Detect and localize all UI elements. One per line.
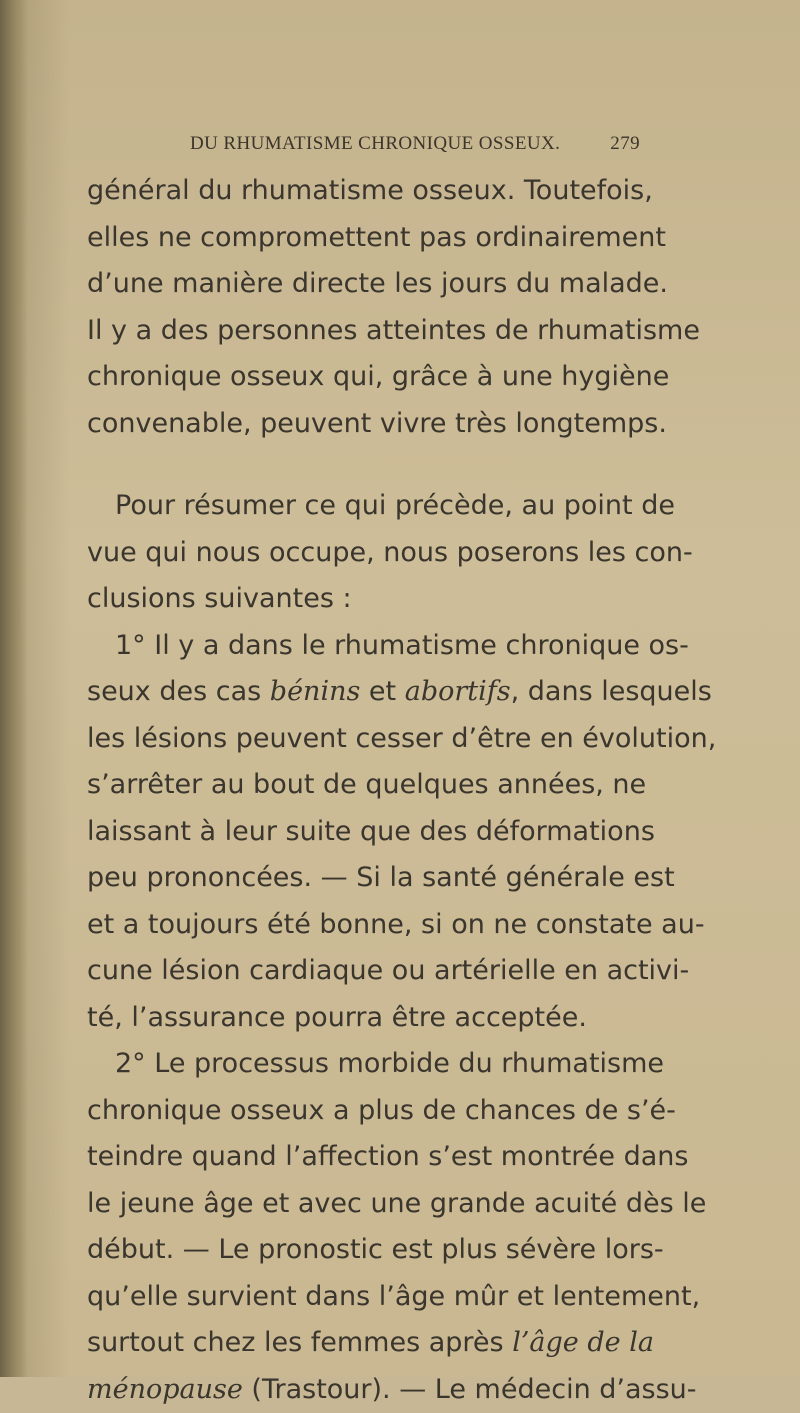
text-line: 2° Le processus morbide du rhumatisme — [87, 1041, 642, 1088]
text-line: chronique osseux qui, grâce à une hygiène — [87, 354, 642, 401]
italic-term-benins: bénins — [270, 676, 361, 707]
text-line-with-italics — [87, 1367, 642, 1413]
text-line-with-italics — [87, 669, 642, 716]
conclusion-2 — [87, 1041, 642, 1413]
text-line: vue qui nous occupe, nous poserons les con- — [87, 530, 642, 577]
paragraph-2 — [87, 483, 642, 623]
page-number: 279 — [610, 133, 640, 155]
text-line: chronique osseux a plus de chances de s’é- — [87, 1088, 642, 1135]
text-run: (Trastour). — Le médecin d’assu- — [243, 1374, 697, 1405]
text-line: peu prononcées. — Si la santé générale est — [87, 855, 642, 902]
text-line: Pour résumer ce qui précède, au point de — [87, 483, 642, 530]
text-line: qu’elle survient dans l’âge mûr et lentement, — [87, 1274, 642, 1321]
text-line: 1° Il y a dans le rhumatisme chronique os- — [87, 623, 642, 670]
text-line: s’arrêter au bout de quelques années, ne — [87, 762, 642, 809]
text-run: surtout chez les femmes après — [87, 1327, 512, 1358]
text-run: , dans lesquels — [511, 676, 712, 707]
text-line: té, l’assurance pourra être acceptée. — [87, 995, 642, 1042]
text-run: et — [360, 676, 404, 707]
text-line: teindre quand l’affection s’est montrée dans — [87, 1134, 642, 1181]
conclusion-1 — [87, 623, 642, 1042]
text-line: d’une manière directe les jours du malade. — [87, 261, 642, 308]
text-line: et a toujours été bonne, si on ne constate au- — [87, 902, 642, 949]
text-line: Il y a des personnes atteintes de rhumatisme — [87, 308, 642, 355]
text-line-with-italics — [87, 1320, 642, 1367]
paragraph-gap — [87, 447, 642, 483]
text-line: convenable, peuvent vivre très longtemps. — [87, 401, 642, 448]
text-line: le jeune âge et avec une grande acuité dès le — [87, 1181, 642, 1228]
text-line: laissant à leur suite que des déformations — [87, 809, 642, 856]
text-line: cune lésion cardiaque ou artérielle en activi- — [87, 948, 642, 995]
text-line: clusions suivantes : — [87, 576, 642, 623]
italic-term-menopause: ménopause — [87, 1374, 243, 1405]
italic-term-abortifs: abortifs — [405, 676, 511, 707]
body-text — [87, 168, 642, 1413]
page-spine-shadow — [0, 0, 28, 1377]
text-line: début. — Le pronostic est plus sévère lors- — [87, 1227, 642, 1274]
italic-term-age: l’âge de la — [512, 1327, 654, 1358]
paragraph-1 — [87, 168, 642, 447]
text-run: seux des cas — [87, 676, 270, 707]
text-line: général du rhumatisme osseux. Toutefois, — [87, 168, 642, 215]
text-line: elles ne compromettent pas ordinairement — [87, 215, 642, 262]
running-title: DU RHUMATISME CHRONIQUE OSSEUX. — [190, 133, 560, 155]
text-line: les lésions peuvent cesser d’être en évolution, — [87, 716, 642, 763]
